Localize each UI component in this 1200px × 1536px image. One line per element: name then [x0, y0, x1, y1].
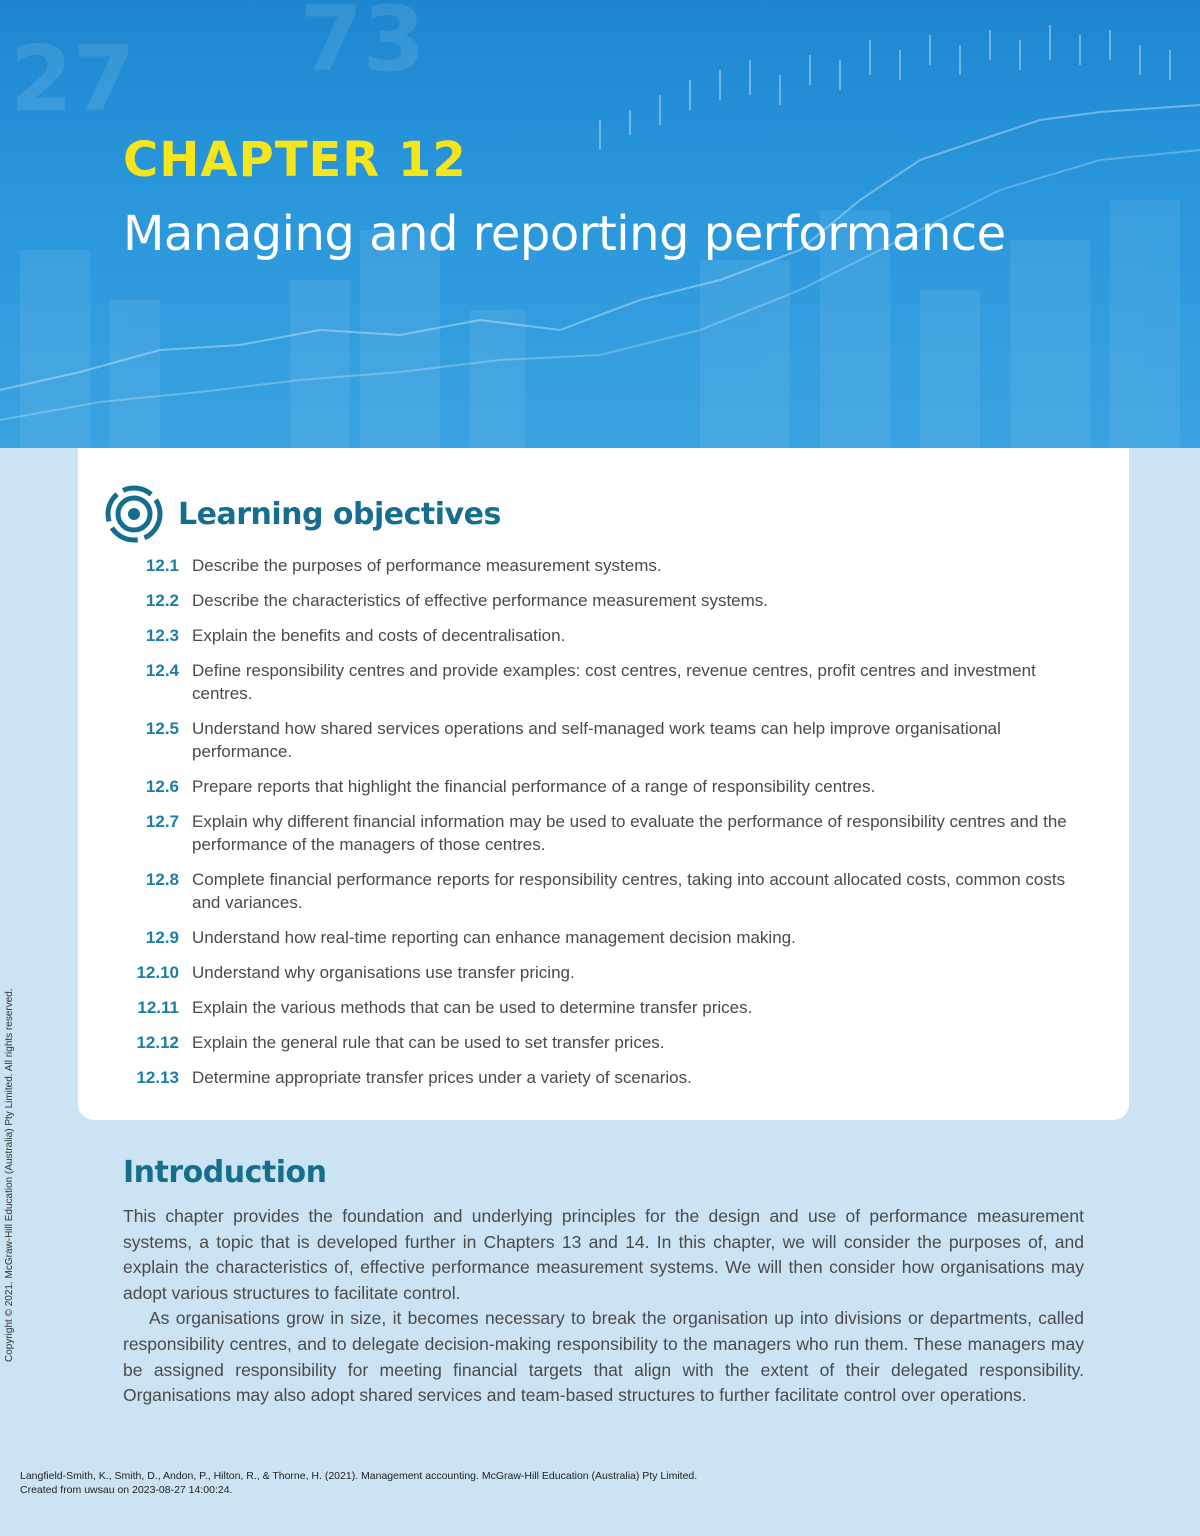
objective-12-12 — [118, 1031, 1068, 1054]
citation-line-2: Created from uwsau on 2023-08-27 14:00:24. — [20, 1484, 233, 1496]
chapter-banner — [0, 0, 1200, 448]
objective-number: 12.5 — [145, 719, 179, 738]
citation-line-1: Langfield-Smith, K., Smith, D., Andon, P., Hilton, R., & Thorne, H. (2021). Management accounting. McGraw-Hill Education (Australia) Pty Limited. — [20, 1470, 698, 1482]
objective-text: Determine appropriate transfer prices under a variety of scenarios. — [192, 1068, 692, 1087]
introduction-paragraph-2: As organisations grow in size, it becomes necessary to break the organisation up into divisions or departments, called responsibility centres, and to delegate decision-making responsibility to the managers who run them. These managers may be assigned responsibility for meeting financial targets that align with the extent of their delegated responsibility. Organisations may also adopt shared services and team-based structures to further facilitate control over operations. — [123, 1308, 1084, 1406]
objective-12-7 — [118, 810, 1068, 856]
chapter-title: Managing and reporting performance — [123, 206, 1006, 262]
footer-citation — [20, 1469, 697, 1497]
objective-12-3 — [118, 624, 1068, 647]
objective-text: Prepare reports that highlight the financial performance of a range of responsibility centres. — [192, 777, 876, 796]
svg-text:27: 27 — [10, 27, 136, 132]
svg-text:73: 73 — [300, 0, 426, 92]
chapter-label: CHAPTER 12 — [123, 132, 467, 188]
objective-number: 12.2 — [145, 591, 179, 610]
objective-text: Explain the general rule that can be used to set transfer prices. — [192, 1033, 665, 1052]
learning-objectives-header — [104, 484, 501, 544]
introduction-heading: Introduction — [123, 1155, 327, 1190]
learning-objectives-card — [78, 448, 1129, 1120]
objective-number: 12.13 — [136, 1068, 179, 1087]
objective-12-5 — [118, 717, 1068, 763]
side-copyright-notice: Copyright © 2021. McGraw-Hill Education (Australia) Pty Limited. All rights reserved. — [4, 988, 15, 1362]
objective-number: 12.12 — [136, 1033, 179, 1052]
objective-text: Describe the purposes of performance measurement systems. — [192, 556, 662, 575]
learning-objectives-heading: Learning objectives — [178, 496, 501, 532]
objective-text: Explain the various methods that can be used to determine transfer prices. — [192, 998, 753, 1017]
objective-12-9 — [118, 926, 1068, 949]
objective-text: Explain why different financial information may be used to evaluate the performance of responsibility centres and the performance of the managers of those centres. — [192, 812, 1067, 854]
objective-text: Understand how real-time reporting can enhance management decision making. — [192, 928, 796, 947]
objective-12-10 — [118, 961, 1068, 984]
objective-12-8 — [118, 868, 1068, 914]
objective-text: Describe the characteristics of effective performance measurement systems. — [192, 591, 769, 610]
objective-number: 12.6 — [145, 777, 179, 796]
objective-12-2 — [118, 589, 1068, 612]
objective-text: Understand how shared services operations and self-managed work teams can help improve organisational performance. — [192, 719, 1001, 761]
objective-text: Complete financial performance reports for responsibility centres, taking into account allocated costs, common costs and variances. — [192, 870, 1066, 912]
target-icon — [104, 484, 164, 544]
objective-number: 12.10 — [136, 963, 179, 982]
objective-number: 12.8 — [145, 870, 179, 889]
objective-number: 12.9 — [145, 928, 179, 947]
introduction-paragraph-1: This chapter provides the foundation and underlying principles for the design and use of performance measurement systems, a topic that is developed further in Chapters 13 and 14. In this chapter, we will consider the purposes of, and explain the characteristics of, effective performance measurement systems. We will then consider how organisations may adopt various structures to facilitate control. — [123, 1206, 1084, 1303]
objective-12-4 — [118, 659, 1068, 705]
objective-12-11 — [118, 996, 1068, 1019]
objective-12-6 — [118, 775, 1068, 798]
objective-number: 12.3 — [145, 626, 179, 645]
objective-text: Understand why organisations use transfer pricing. — [192, 963, 575, 982]
objective-number: 12.7 — [145, 812, 179, 831]
objective-text: Explain the benefits and costs of decentralisation. — [192, 626, 566, 645]
objective-number: 12.11 — [137, 998, 179, 1017]
objective-number: 12.4 — [145, 661, 179, 680]
objective-12-1 — [118, 554, 1068, 577]
introduction-body — [123, 1204, 1084, 1409]
learning-objectives-list — [118, 554, 1068, 1089]
objective-12-13 — [118, 1066, 1068, 1089]
objective-number: 12.1 — [145, 556, 179, 575]
objective-text: Define responsibility centres and provide examples: cost centres, revenue centres, profit centres and investment centres. — [192, 661, 1036, 703]
